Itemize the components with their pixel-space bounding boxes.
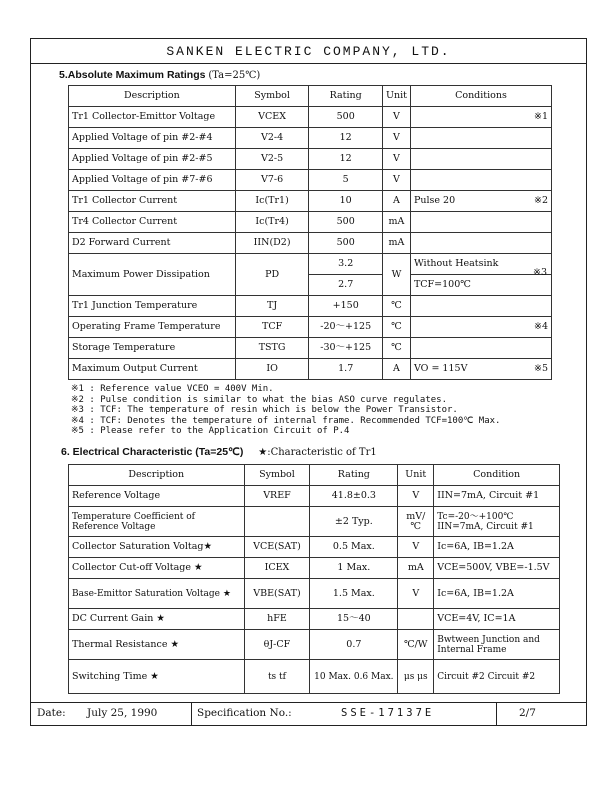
electrical-characteristic-table — [68, 464, 560, 694]
col-unit: Unit — [382, 86, 410, 107]
col-unit: Unit — [398, 465, 434, 486]
date-value: July 25, 1990 — [87, 707, 158, 719]
col-description: Description — [69, 465, 245, 486]
table-row: Tr1 Collector-Emittor Voltage VCEX 500 V ※1 — [69, 107, 552, 128]
section6-condition: (Ta=25℃) — [195, 446, 244, 458]
power-dissipation-row: Maximum Power Dissipation PD 3.2 2.7 W Without Heatsink TCF=100℃ ※3 — [69, 254, 552, 296]
star-note: ★:Characteristic of Tr1 — [258, 447, 377, 458]
date-label: Date: — [37, 707, 66, 719]
footnote-1: ※1 : Reference value VCEO = 400V Min. — [71, 384, 274, 394]
col-conditions: Conditions — [410, 86, 551, 107]
table-row: Applied Voltage of pin #2-#5 V2-5 12 V — [69, 149, 552, 170]
table-row: Applied Voltage of pin #2-#4 V2-4 12 V — [69, 128, 552, 149]
table-row: Switching Time ★ ts tf 10 Max. 0.6 Max. μs μs Circuit #2 Circuit #2 — [69, 660, 560, 694]
table-row: DC Current Gain ★ hFE 15～40 VCE=4V, IC=1A — [69, 609, 560, 630]
absolute-max-ratings-table — [68, 85, 552, 380]
table-header-row — [69, 465, 560, 486]
table-row: Collector Cut-off Voltage ★ ICEX 1 Max. mA VCE=500V, VBE=-1.5V — [69, 558, 560, 579]
col-rating: Rating — [310, 465, 398, 486]
table-row: Reference Voltage VREF 41.8±0.3 V IIN=7mA, Circuit #1 — [69, 486, 560, 507]
document-page — [30, 38, 587, 726]
col-condition: Condition — [434, 465, 560, 486]
page-number: 2/7 — [519, 707, 536, 719]
section5-title: 5.Absolute Maximum Ratings (Ta=25℃) — [59, 69, 261, 81]
footnote-4: ※4 : TCF: Denotes the temperature of internal frame. Recommended TCF=100℃ Max. — [71, 415, 501, 426]
table-row: Applied Voltage of pin #7-#6 V7-6 5 V — [69, 170, 552, 191]
footer-divider — [496, 703, 497, 725]
footer-divider — [191, 703, 192, 725]
table-row: Thermal Resistance ★ θJ-CF 0.7 ℃/W Bwtween Junction and Internal Frame — [69, 630, 560, 660]
header-rule — [31, 63, 586, 64]
table-header-row — [69, 86, 552, 107]
table-row: D2 Forward Current IIN(D2) 500 mA — [69, 233, 552, 254]
table-row: Tr4 Collector Current Ic(Tr4) 500 mA — [69, 212, 552, 233]
section5-condition: (Ta=25℃) — [208, 70, 261, 81]
col-symbol: Symbol — [235, 86, 309, 107]
section6-title: 6. Electrical Characteristic (Ta=25℃) ★:Characteristic of Tr1 — [61, 446, 377, 458]
col-description: Description — [69, 86, 236, 107]
table-row: Temperature Coefficient of Reference Voltage ±2 Typ. mV/℃ Tc=-20～+100℃ IIN=7mA, Circuit #1 — [69, 507, 560, 537]
col-rating: Rating — [309, 86, 383, 107]
table-row: Tr1 Junction Temperature TJ +150 ℃ — [69, 296, 552, 317]
spec-number: SSE-17137E — [341, 707, 435, 719]
footnote-3: ※3 : TCF: The temperature of resin which is below the Power Transistor. — [71, 405, 458, 415]
col-symbol: Symbol — [244, 465, 310, 486]
page-footer — [31, 702, 586, 725]
footnote-5: ※5 : Please refer to the Application Circuit of P.4 — [71, 426, 350, 436]
spec-label: Specification No.: — [197, 707, 292, 719]
table-row: Base-Emittor Saturation Voltage ★ VBE(SAT) 1.5 Max. V Ic=6A, IB=1.2A — [69, 579, 560, 609]
table-row: Operating Frame Temperature TCF -20～+125 ℃ ※4 — [69, 317, 552, 338]
company-name: SANKEN ELECTRIC COMPANY, LTD. — [166, 44, 451, 59]
table-row: Tr1 Collector Current Ic(Tr1) 10 A Pulse 20 ※2 — [69, 191, 552, 212]
table-row: Maximum Output Current IO 1.7 A VO = 115V ※5 — [69, 359, 552, 380]
table-row: Collector Saturation Voltag★ VCE(SAT) 0.5 Max. V Ic=6A, IB=1.2A — [69, 537, 560, 558]
footnote-2: ※2 : Pulse condition is similar to what the bias ASO curve regulates. — [71, 394, 447, 405]
table-row: Storage Temperature TSTG -30～+125 ℃ — [69, 338, 552, 359]
footnotes — [71, 384, 500, 437]
